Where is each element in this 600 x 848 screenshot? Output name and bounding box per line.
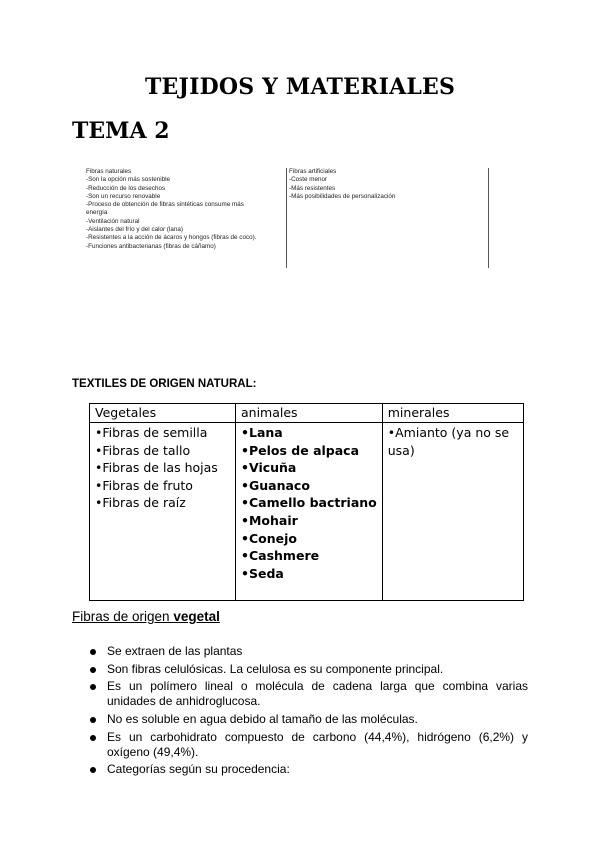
list-item-text: Son fibras celulósicas. La celulosa es su componente principal. bbox=[107, 661, 444, 676]
subheading-vegetal bbox=[72, 609, 220, 624]
natural-textiles-table bbox=[89, 403, 524, 601]
list-item-text: Es un carbohidrato compuesto de carbono (44,4%), hidrógeno (6,2%) y oxígeno (49,4%). bbox=[107, 729, 528, 759]
animal-fiber-item: •Guanaco bbox=[241, 477, 310, 493]
list-item-text: No es soluble en agua debido al tamaño de las moléculas. bbox=[107, 711, 418, 726]
list-item bbox=[90, 712, 528, 727]
animal-fiber-item: •Seda bbox=[241, 565, 284, 581]
artificial-fibers-column bbox=[289, 168, 485, 268]
list-item bbox=[90, 679, 528, 709]
animal-fiber-item: •Conejo bbox=[241, 530, 297, 546]
vegetal-fiber-item: •Fibras de fruto bbox=[95, 477, 193, 493]
page-title: TEJIDOS Y MATERIALES bbox=[144, 74, 456, 100]
artificial-fibers-list bbox=[289, 176, 485, 201]
artificial-fiber-line: -Coste menor bbox=[289, 176, 328, 184]
list-item bbox=[90, 730, 528, 760]
animal-fiber-item: •Camello bactriano bbox=[241, 495, 377, 511]
artificial-fiber-line: -Más posibilidades de personalización bbox=[289, 192, 396, 200]
tema-heading: TEMA 2 bbox=[72, 118, 170, 144]
vegetal-fiber-item: •Fibras de semilla bbox=[95, 425, 208, 440]
bullet-dot-icon bbox=[90, 667, 96, 673]
list-item bbox=[90, 762, 528, 777]
artificial-fiber-line: -Más resistentes bbox=[289, 184, 336, 192]
natural-fiber-line: -Proceso de obtención de fibras sintéticas consume más bbox=[86, 201, 244, 209]
natural-fibers-heading: Fibras naturales bbox=[86, 168, 132, 175]
bullet-dot-icon bbox=[90, 735, 96, 741]
section-heading: TEXTILES DE ORIGEN NATURAL: bbox=[72, 378, 257, 390]
natural-fiber-line: -Ventilación natural bbox=[86, 217, 140, 225]
natural-fiber-line: energía bbox=[86, 209, 108, 217]
list-item-text: Es un polímero lineal o molécula de cadena larga que combina varias unidades de anhidroglucosa. bbox=[107, 679, 528, 709]
subheading-bold: vegetal bbox=[173, 609, 220, 624]
minerales-cell bbox=[382, 423, 523, 601]
bullet-dot-icon bbox=[90, 717, 96, 723]
vegetal-fiber-item: •Fibras de las hojas bbox=[95, 460, 218, 476]
animales-cell bbox=[236, 423, 383, 601]
table-row bbox=[90, 423, 524, 601]
list-item bbox=[90, 662, 528, 677]
animal-fiber-item: •Pelos de alpaca bbox=[241, 442, 360, 458]
bullet-dot-icon bbox=[90, 684, 96, 690]
mineral-fiber-item: •Amianto (ya no se usa) bbox=[387, 425, 510, 458]
table-right-border bbox=[488, 168, 489, 268]
vegetal-fiber-item: •Fibras de tallo bbox=[95, 442, 191, 458]
animal-fiber-item: •Mohair bbox=[241, 512, 298, 528]
list-item-text: Se extraen de las plantas bbox=[107, 644, 243, 658]
list-item-text: Categorías según su procedencia: bbox=[107, 762, 290, 777]
vegetales-cell bbox=[90, 423, 236, 601]
natural-fiber-line: -Son la opción más sostenible bbox=[86, 176, 171, 184]
subheading-prefix: Fibras de origen bbox=[72, 609, 174, 624]
header-vegetales: Vegetales bbox=[90, 404, 236, 423]
header-animales: animales bbox=[236, 404, 383, 423]
natural-fiber-line: -Funciones antibacterianas (fibras de cáñamo) bbox=[86, 242, 216, 250]
header-minerales: minerales bbox=[382, 404, 523, 423]
column-divider bbox=[286, 168, 287, 268]
natural-fibers-list bbox=[86, 176, 285, 251]
natural-fibers-column bbox=[86, 168, 285, 268]
bullet-dot-icon bbox=[90, 767, 96, 773]
natural-fiber-line: -Reducción de los desechos bbox=[86, 184, 166, 192]
animal-fiber-item: •Lana bbox=[241, 425, 283, 440]
animal-fiber-item: •Cashmere bbox=[241, 548, 320, 564]
vegetal-fiber-item: •Fibras de raíz bbox=[95, 495, 186, 511]
list-item bbox=[90, 644, 528, 659]
natural-fiber-line: -Aislantes del frío y del calor (lana) bbox=[86, 226, 183, 234]
natural-fiber-line: -Son un recurso renovable bbox=[86, 192, 161, 200]
artificial-fibers-heading: Fibras artificiales bbox=[289, 168, 337, 175]
table-header-row bbox=[90, 404, 524, 423]
bullet-dot-icon bbox=[90, 649, 96, 655]
natural-fiber-line: -Resistentes a la acción de ácaros y hongos (fibras de coco). bbox=[86, 234, 257, 242]
comparison-table bbox=[86, 168, 490, 270]
bullet-list bbox=[90, 644, 528, 780]
animal-fiber-item: •Vicuña bbox=[241, 460, 297, 476]
